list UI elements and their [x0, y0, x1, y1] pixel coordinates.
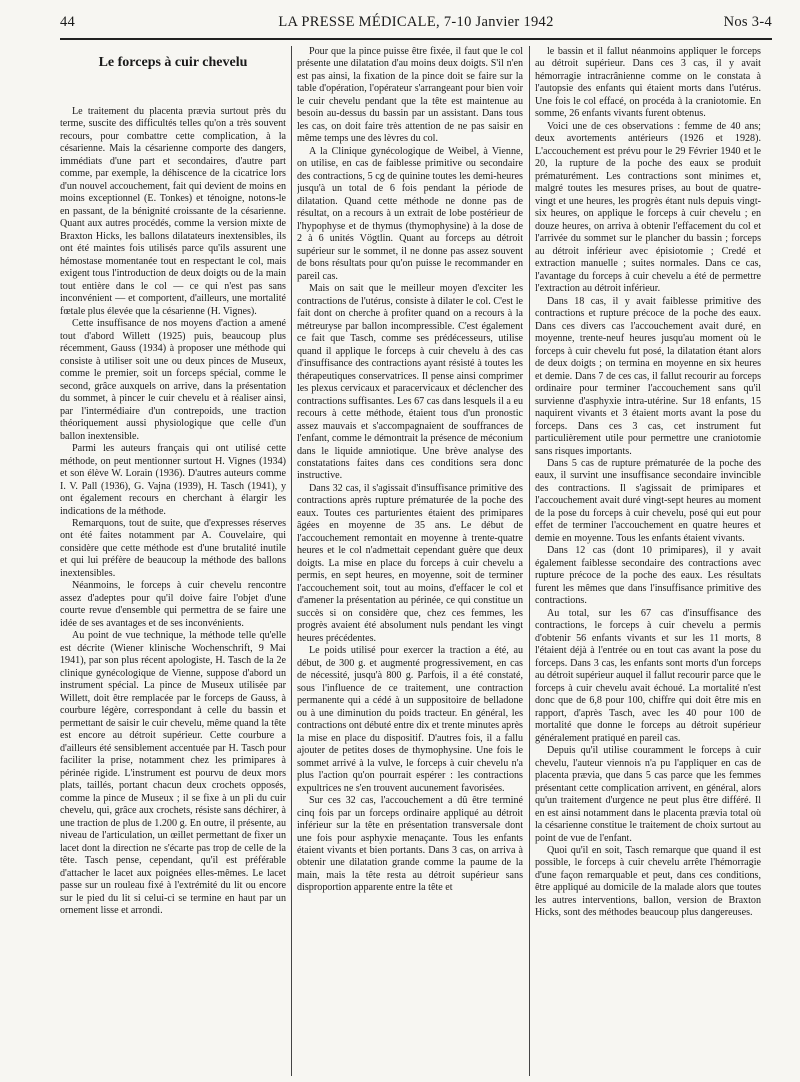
paragraph: Dans 5 cas de rupture prématurée de la poche des eaux, il survint une insuffisance secondaire invincible des contractions. Il s'agissait de primipares et l'accouchement avait duré vingt-sept heures au moment de la pose du forceps à cuir chevelu, posé qui eut pour effet de terminer l'accouchement en quatre heures et demie en moyenne. Tous les enfants étaient vivants. [535, 457, 761, 544]
paragraph: A la Clinique gynécologique de Weibel, à Vienne, on utilise, en cas de faiblesse primitive ou secondaire des contractions, 5 cg de quinine toutes les demi-heures jusqu'à un total de 6 fois pendant la période de dilatation. Quand cette méthode ne donne pas de résultat, on a recours à un extrait de lobe postérieur de l'hypophyse et de thymus (thymophysine) à la dose de 2 à 6 unités Vögtlin. Quant au forceps au détroit supérieur sur le sommet, il ne donne pas assez souvent de bons résultats pour qu'on puisse le recommander en pareil cas. [297, 145, 523, 282]
paragraph: Pour que la pince puisse être fixée, il faut que le col présente une dilatation d'au moins deux doigts. S'il n'en est pas ainsi, la fixation de la pince doit se faire sur la table d'opération, l'opérateur s'arrangeant pour bien voir le cuir chevelu pendant que la tête est maintenue au besoin au-dessus du bassin par un assistant. Dans tous les cas, on doit faire très attention de ne pas saisir en même temps une des lèvres du col. [297, 46, 523, 145]
journal-running-title: LA PRESSE MÉDICALE, 7-10 Janvier 1942 [278, 14, 554, 30]
paragraph: Mais on sait que le meilleur moyen d'exciter les contractions de l'utérus, consiste à dilater le col. C'est le fait dont on cherche à profiter quand on a recours à la métreuryse par ballon incompressible. C'est également ce fait que Tasch, comme ses prédécesseurs, utilise quand il applique le forceps à cuir chevelu à des cas d'insuffisance des contractions ayant résisté à toutes les thérapeutiques conservatrices. Il pense ainsi comprimer les plexus cervicaux et paracervicaux et déclencher des contractions suffisantes. Les 67 cas dans lesquels il a eu recours à cette méthode, étaient tous d'un pronostic assez mauvais et s'accompagnaient de souffrances de l'enfant, comme le démontrait la présence de méconium dans le liquide amniotique. Une brève analyse des constatations faites dans ces conditions sera donc instructive. [297, 283, 523, 482]
column-divider [291, 46, 292, 1076]
paragraph: Remarquons, tout de suite, que d'expresses réserves ont été faites notamment par A. Couvelaire, qui considère que cette méthode est d'une brutalité inutile et qui lui préfère de beaucoup la méthode des ballons inextensibles. [60, 517, 286, 579]
column-2 [297, 46, 523, 1076]
paragraph: Depuis qu'il utilise couramment le forceps à cuir chevelu, l'auteur viennois n'a pu l'appliquer en cas de placenta prævia, que dans 5 cas parce que les femmes présentant cette complication arrivent, en général, alors qu'un traitement d'urgence ne peut plus être différé. Il en est ainsi notamment dans le placenta prævia total où la césarienne constitue le traitement de choix surtout au point de vue de l'enfant. [535, 745, 761, 844]
paragraph: Dans 32 cas, il s'agissait d'insuffisance primitive des contractions après rupture prématurée de la poche des eaux. Toutes ces parturientes étaient des primipares âgées en moyenne de 35 ans. Le début de l'accouchement remontait en moyenne à trente-quatre heures et le col n'admettait cependant guère que deux doigts. La mise en place du forceps à cuir chevelu a permis, en sept heures, en moyenne, soit de terminer l'accouchement soit, tout au moins, d'effacer le col et d'amener la présentation au périnée, ce qui constitue un succès si on considère que, chez ces femmes, les progrès avaient été absolument nuls pendant les vingt heures précédentes. [297, 482, 523, 644]
paragraph: Néanmoins, le forceps à cuir chevelu rencontre assez d'adeptes pour qu'il doive faire l'objet d'une courte revue d'ensemble qui permettra de se faire une idée de ses avantages et de ses inconvénients. [60, 580, 286, 629]
issue-number: Nos 3-4 [723, 14, 772, 30]
column-divider [529, 46, 530, 1076]
paragraph: Sur ces 32 cas, l'accouchement a dû être terminé cinq fois par un forceps ordinaire appliqué au détroit inférieur sur la tête en présentation transversale dont une fois pour asphyxie menaçante. Tous les enfants étaient vivants et bien portants. Dans 3 cas, on arriva à obtenir une dilatation grande comme la paume de la main, mais la tête resta au détroit supérieur sans disproportion apparente entre la tête et [297, 795, 523, 894]
paragraph: Le poids utilisé pour exercer la traction a été, au début, de 300 g. et augmenté progressivement, en cas de nécessité, jusqu'à 800 g. Parfois, il a été constaté, sous l'influence de ce traitement, une contraction permanente qui a cédé à un suppositoire de belladone ou à une diminution du poids tracteur. En général, les contractions ont débuté entre dix et trente minutes après la mise en place du dispositif. D'autres fois, il a fallu ajouter de petites doses de thymophysine. Une fois le sommet arrivé à la vulve, le forceps à cuir chevelu n'a plus l'action qu'on pourrait espérer : les contractions expultrices ne s'en trouvent aucunement favorisées. [297, 645, 523, 794]
paragraph: Parmi les auteurs français qui ont utilisé cette méthode, on peut mentionner surtout H. Vignes (1934) et son élève W. Lorain (1936). D'autres auteurs comme I. V. Pall (1936), G. Vajna (1939), H. Tasch (1941), y ont également recours en cherchant à élargir les indications de la méthode. [60, 443, 286, 517]
paragraph: le bassin et il fallut néanmoins appliquer le forceps au détroit supérieur. Dans ces 3 cas, il y avait hémorragie intracrânienne comme on le constata à l'autopsie des enfants qui étaient morts dans l'utérus. Une fois le col effacé, on procéda à la craniotomie. En somme, 26 enfants vivants furent obtenus. [535, 46, 761, 120]
paragraph: Quoi qu'il en soit, Tasch remarque que quand il est possible, le forceps à cuir chevelu arrête l'hémorragie d'une façon remarquable et peut, dans ces conditions, être appliqué au domicile de la malade alors que toutes les autres interventions, ballon, version de Braxton Hicks, sont des méthodes beaucoup plus dangereuses. [535, 845, 761, 919]
article-title: Le forceps à cuir chevelu [98, 55, 248, 70]
paragraph: Au point de vue technique, la méthode telle qu'elle est décrite (Wiener klinische Wochenschrift, 9 Mai 1941), par son plus récent apologiste, H. Tasch de la 2e clinique gynécologique de Vienne, suppose d'abord un instrument spécial. La pince de Museux utilisée par Willett, doit être remplacée par le forceps de Gauss, à courbure légère, correspondant à celle du bassin et permettant de saisir le cuir chevelu, même quand la tête est encore au détroit supérieur. Cette courbure a d'ailleurs été sensiblement accentuée par H. Tasch pour faciliter la prise, notamment chez les primipares à périnée rigide. L'instrument est pourvu de deux mors plats, taillés, portant chacun deux crochets opposés, comme la pince de Museux ; il se fixe à un pli du cuir chevelu, qui, grâce aux crochets, résiste sans déchirer, à une traction de plus de 1.200 g. En outre, il présente, au niveau de l'articulation, un œillet permettant de fixer un lacet dont la direction ne s'écarte pas trop de celle de la tête. Tasch pense, cependant, qu'il est préférable d'attacher le lacet aux poignées elles-mêmes. Le lacet passe sur un rouleau fixé à l'extrémité du lit ou encore sur le pied du lit si celui-ci se termine en haut par un ornement lisse et arrondi. [60, 630, 286, 916]
header-rule [60, 38, 772, 40]
page-header [60, 14, 772, 36]
paragraph: Cette insuffisance de nos moyens d'action a amené tout d'abord Willett (1925) puis, beaucoup plus récemment, Gauss (1934) à proposer une méthode qui consiste à utiliser soit une ou deux pinces de Museux, comme le premier, soit un forceps spécial, comme le second, grâce auxquels on arrive, dans la présentation du sommet, à pincer le cuir chevelu et à réaliser ainsi, par l'intermédiaire d'un contrepoids, une traction théoriquement aussi physiologique que celle d'un ballon inextensible. [60, 318, 286, 442]
paragraph: Au total, sur les 67 cas d'insuffisance des contractions, le forceps à cuir chevelu a permis d'obtenir 56 enfants vivants et sur les 11 morts, 8 l'étaient déjà à l'entrée ou en tout cas avant la pose du forceps. Dans 3 cas, les enfants sont morts d'un forceps au détroit supérieur auquel il fallut recourir parce que le forceps à cuir chevelu avait échoué. La mortalité n'est donc que de 6,8 pour 100, chiffre qui doit être mis en rapport, d'après Tasch, avec les 40 pour 100 de mortalité que donne le forceps au détroit supérieur généralement pratiqué en pareil cas. [535, 607, 761, 744]
page-number: 44 [60, 14, 76, 30]
column-1 [60, 46, 286, 1076]
paragraph: Voici une de ces observations : femme de 40 ans; deux avortements antérieurs (1926 et 1928). L'accouchement est prévu pour le 29 Février 1940 et le 20, la rupture de la poche des eaux se produit prématurément. Les contractions sont minimes et, malgré toutes les mesures prises, au bout de quatre-vingt et une heures, les progrès étant nuls depuis vingt-six heures, on applique le forceps à cuir chevelu ; en douze heures, on arriva à obtenir l'effacement du col et l'arrivée du sommet sur le plancher du bassin ; forceps au détroit inférieur avec épisiotomie ; Credé et extraction manuelle ; suites normales. Dans ce cas, l'avantage du forceps à cuir chevelu a été de permettre l'extraction au détroit inférieur. [535, 120, 761, 295]
paragraph: Dans 18 cas, il y avait faiblesse primitive des contractions et rupture précoce de la poche des eaux. Dans ces divers cas l'accouchement avait duré, en moyenne, trente-neuf heures jusqu'au moment où le forceps à cuir chevelu fut posé, la dilatation étant alors de deux doigts ; on termina en moyenne en six heures et demie. Dans 7 de ces cas, il fallut recourir au forceps ordinaire pour terminer l'accouchement sans qu'il survienne d'asphyxie intra-utérine. Sur 18 enfants, 15 naquirent vivants et 3 étaient morts avant la pose du forceps. Dans ces 3 cas, cet instrument fut particulièrement utile pour permettre une craniotomie sans risques importants. [535, 295, 761, 457]
paragraph: Dans 12 cas (dont 10 primipares), il y avait également faiblesse secondaire des contractions avec rupture précoce de la poche des eaux. Les résultats furent les mêmes que dans l'insuffisance primitive des contractions. [535, 545, 761, 607]
column-3 [535, 46, 761, 1076]
paragraph: Le traitement du placenta prævia surtout près du terme, suscite des difficultés telles qu'on a très souvent recours, pour combattre cette complication, à la césarienne. Mais la césarienne comporte des dangers, immédiats d'une part et secondaires, d'autre part comme, par exemple, la déhiscence de la cicatrice lors d'un nouvel accouchement, fait qui devient de moins en moins exceptionnel (E. Tonkes) et ténoigne, notons-le en passant, de la bénignité croissante de la césarienne. Quant aux autres procédés, comme la version mixte de Braxton Hicks, les ballons dilatateurs inextensibles, ils ont été maintes fois utilisés parce qu'ils assurent une hémostase momentanée tout en respectant le col, mais exigent tous l'introduction de deux doigts ou de la main tout entière dans le col — ce qui n'est pas sans inconvénient — et comportent, d'ailleurs, une mortalité fœtale plus élevée que la césarienne (H. Vignes). [60, 106, 286, 317]
